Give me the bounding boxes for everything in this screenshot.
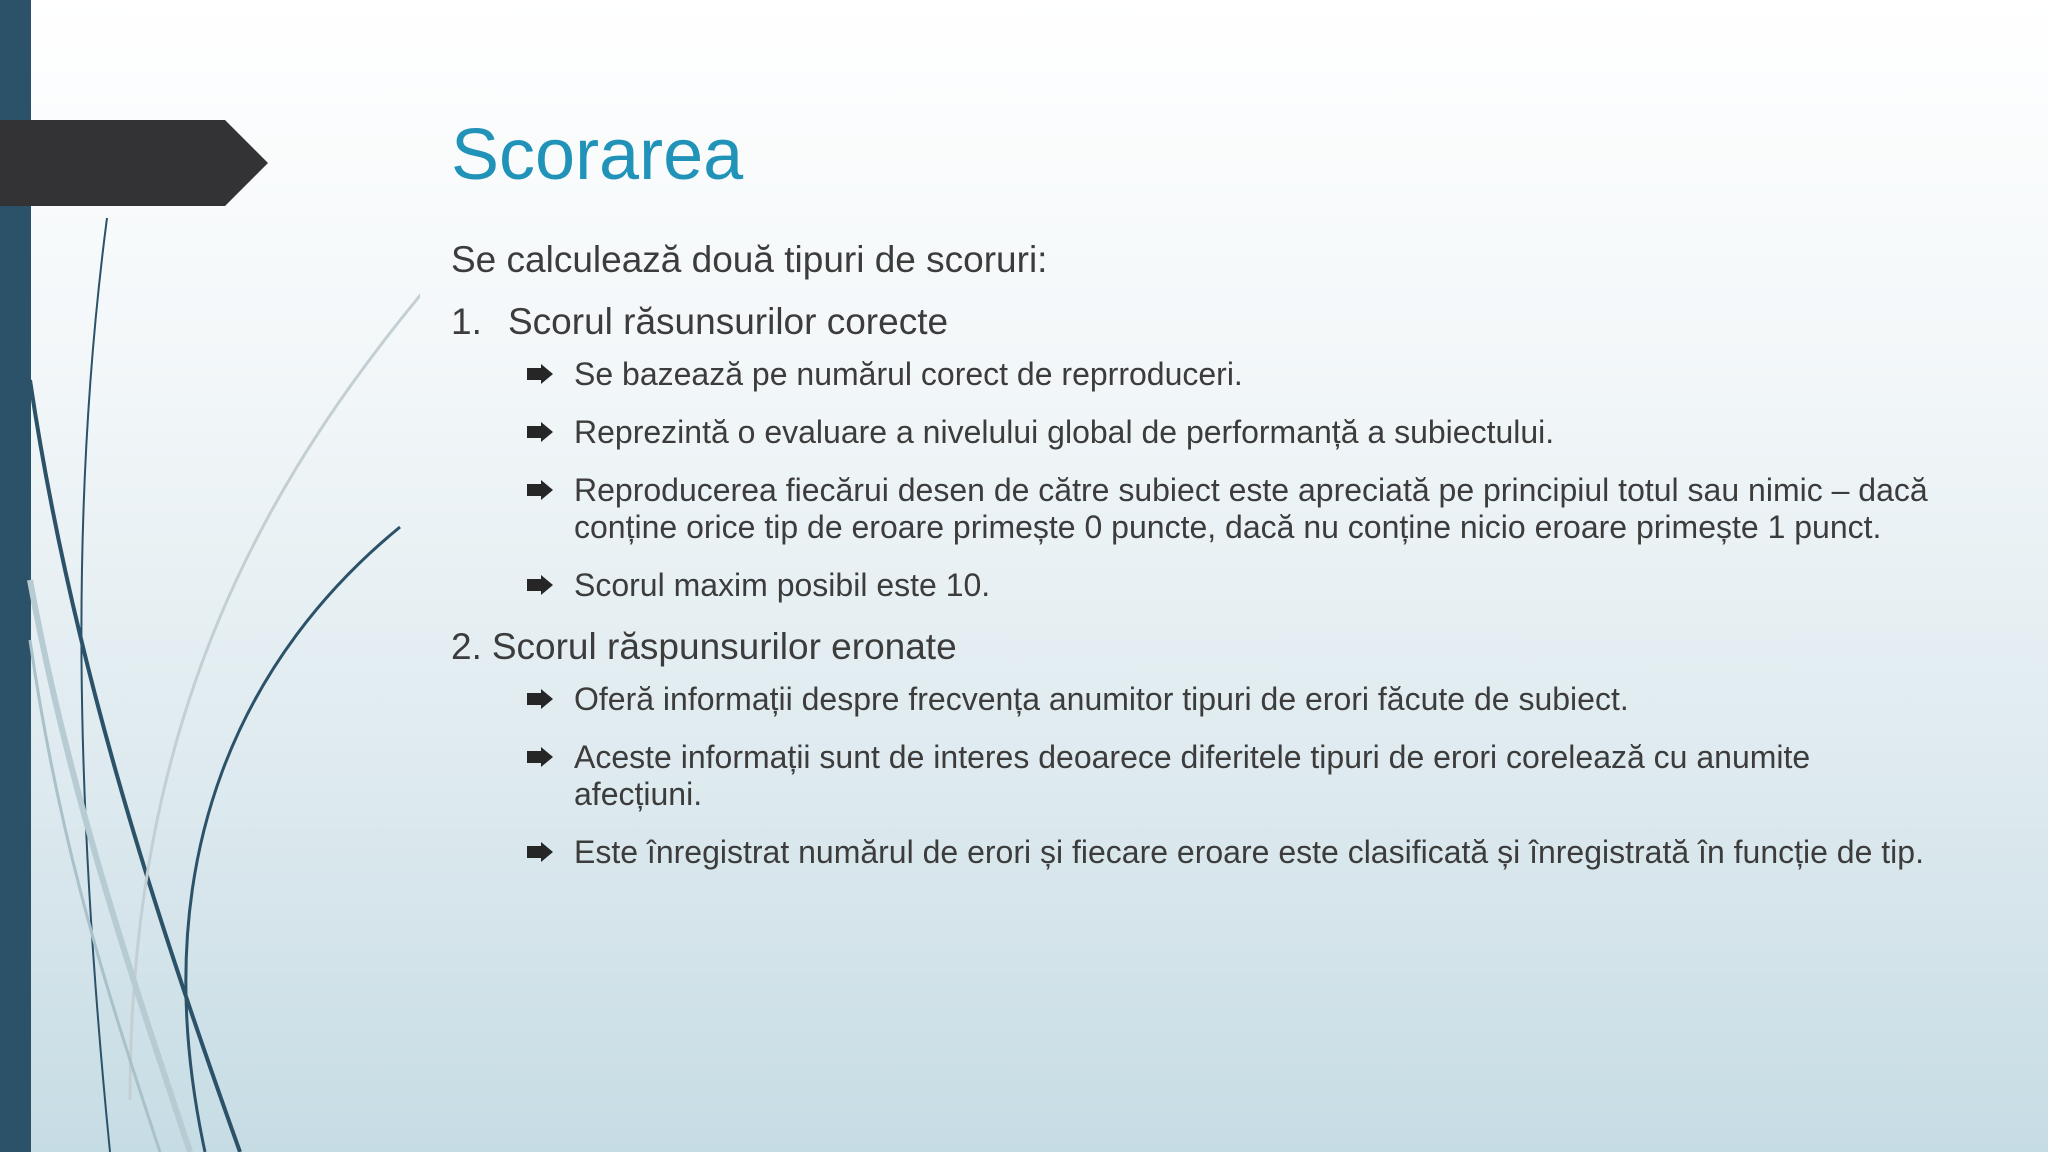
arrow-bullet-icon	[527, 480, 553, 500]
section-title: Scorul răspunsurilor eronate	[491, 626, 957, 667]
title-arrow-tab	[0, 120, 268, 206]
slide-content	[451, 110, 1931, 892]
bullet-list-errors	[451, 681, 1931, 871]
section-number: 1.	[451, 301, 482, 342]
slide-title: Scorarea	[451, 115, 744, 195]
arrow-bullet-icon	[527, 689, 553, 709]
list-item	[527, 472, 1931, 546]
bullet-list-correct	[451, 356, 1931, 604]
section-number: 2.	[451, 626, 482, 667]
list-item	[527, 567, 1931, 604]
bullet-text: Oferă informații despre frecvența anumitor tipuri de erori făcute de subiect.	[574, 681, 1629, 717]
list-item	[527, 414, 1931, 451]
arrow-bullet-icon	[527, 364, 553, 384]
bullet-text: Este înregistrat numărul de erori și fiecare eroare este clasificată și înregistrată în funcție de tip.	[574, 834, 1924, 870]
list-item	[527, 681, 1931, 718]
bullet-text: Scorul maxim posibil este 10.	[574, 567, 991, 603]
section-heading-errors	[451, 625, 1931, 669]
section-heading-correct	[451, 300, 1931, 344]
arrow-bullet-icon	[527, 575, 553, 595]
section-title: Scorul răsunsurilor corecte	[508, 301, 949, 342]
arrow-bullet-icon	[527, 842, 553, 862]
arrow-bullet-icon	[527, 747, 553, 767]
list-item	[527, 739, 1931, 813]
bullet-text: Reprezintă o evaluare a nivelului global de performanță a subiectului.	[574, 414, 1555, 450]
arrow-bullet-icon	[527, 422, 553, 442]
bullet-text: Se bazează pe numărul corect de reprroduceri.	[574, 356, 1243, 392]
intro-text: Se calculează două tipuri de scoruri:	[451, 239, 1048, 280]
bullet-text: Aceste informații sunt de interes deoarece diferitele tipuri de erori corelează cu anumite afecțiuni.	[574, 739, 1811, 812]
list-item	[527, 356, 1931, 393]
list-item	[527, 834, 1931, 871]
bullet-text: Reproducerea fiecărui desen de către subiect este apreciată pe principiul totul sau nimic – dacă conține orice tip de eroare primește 0 puncte, dacă nu conține nicio eroare primește 1 punct.	[574, 472, 1928, 545]
